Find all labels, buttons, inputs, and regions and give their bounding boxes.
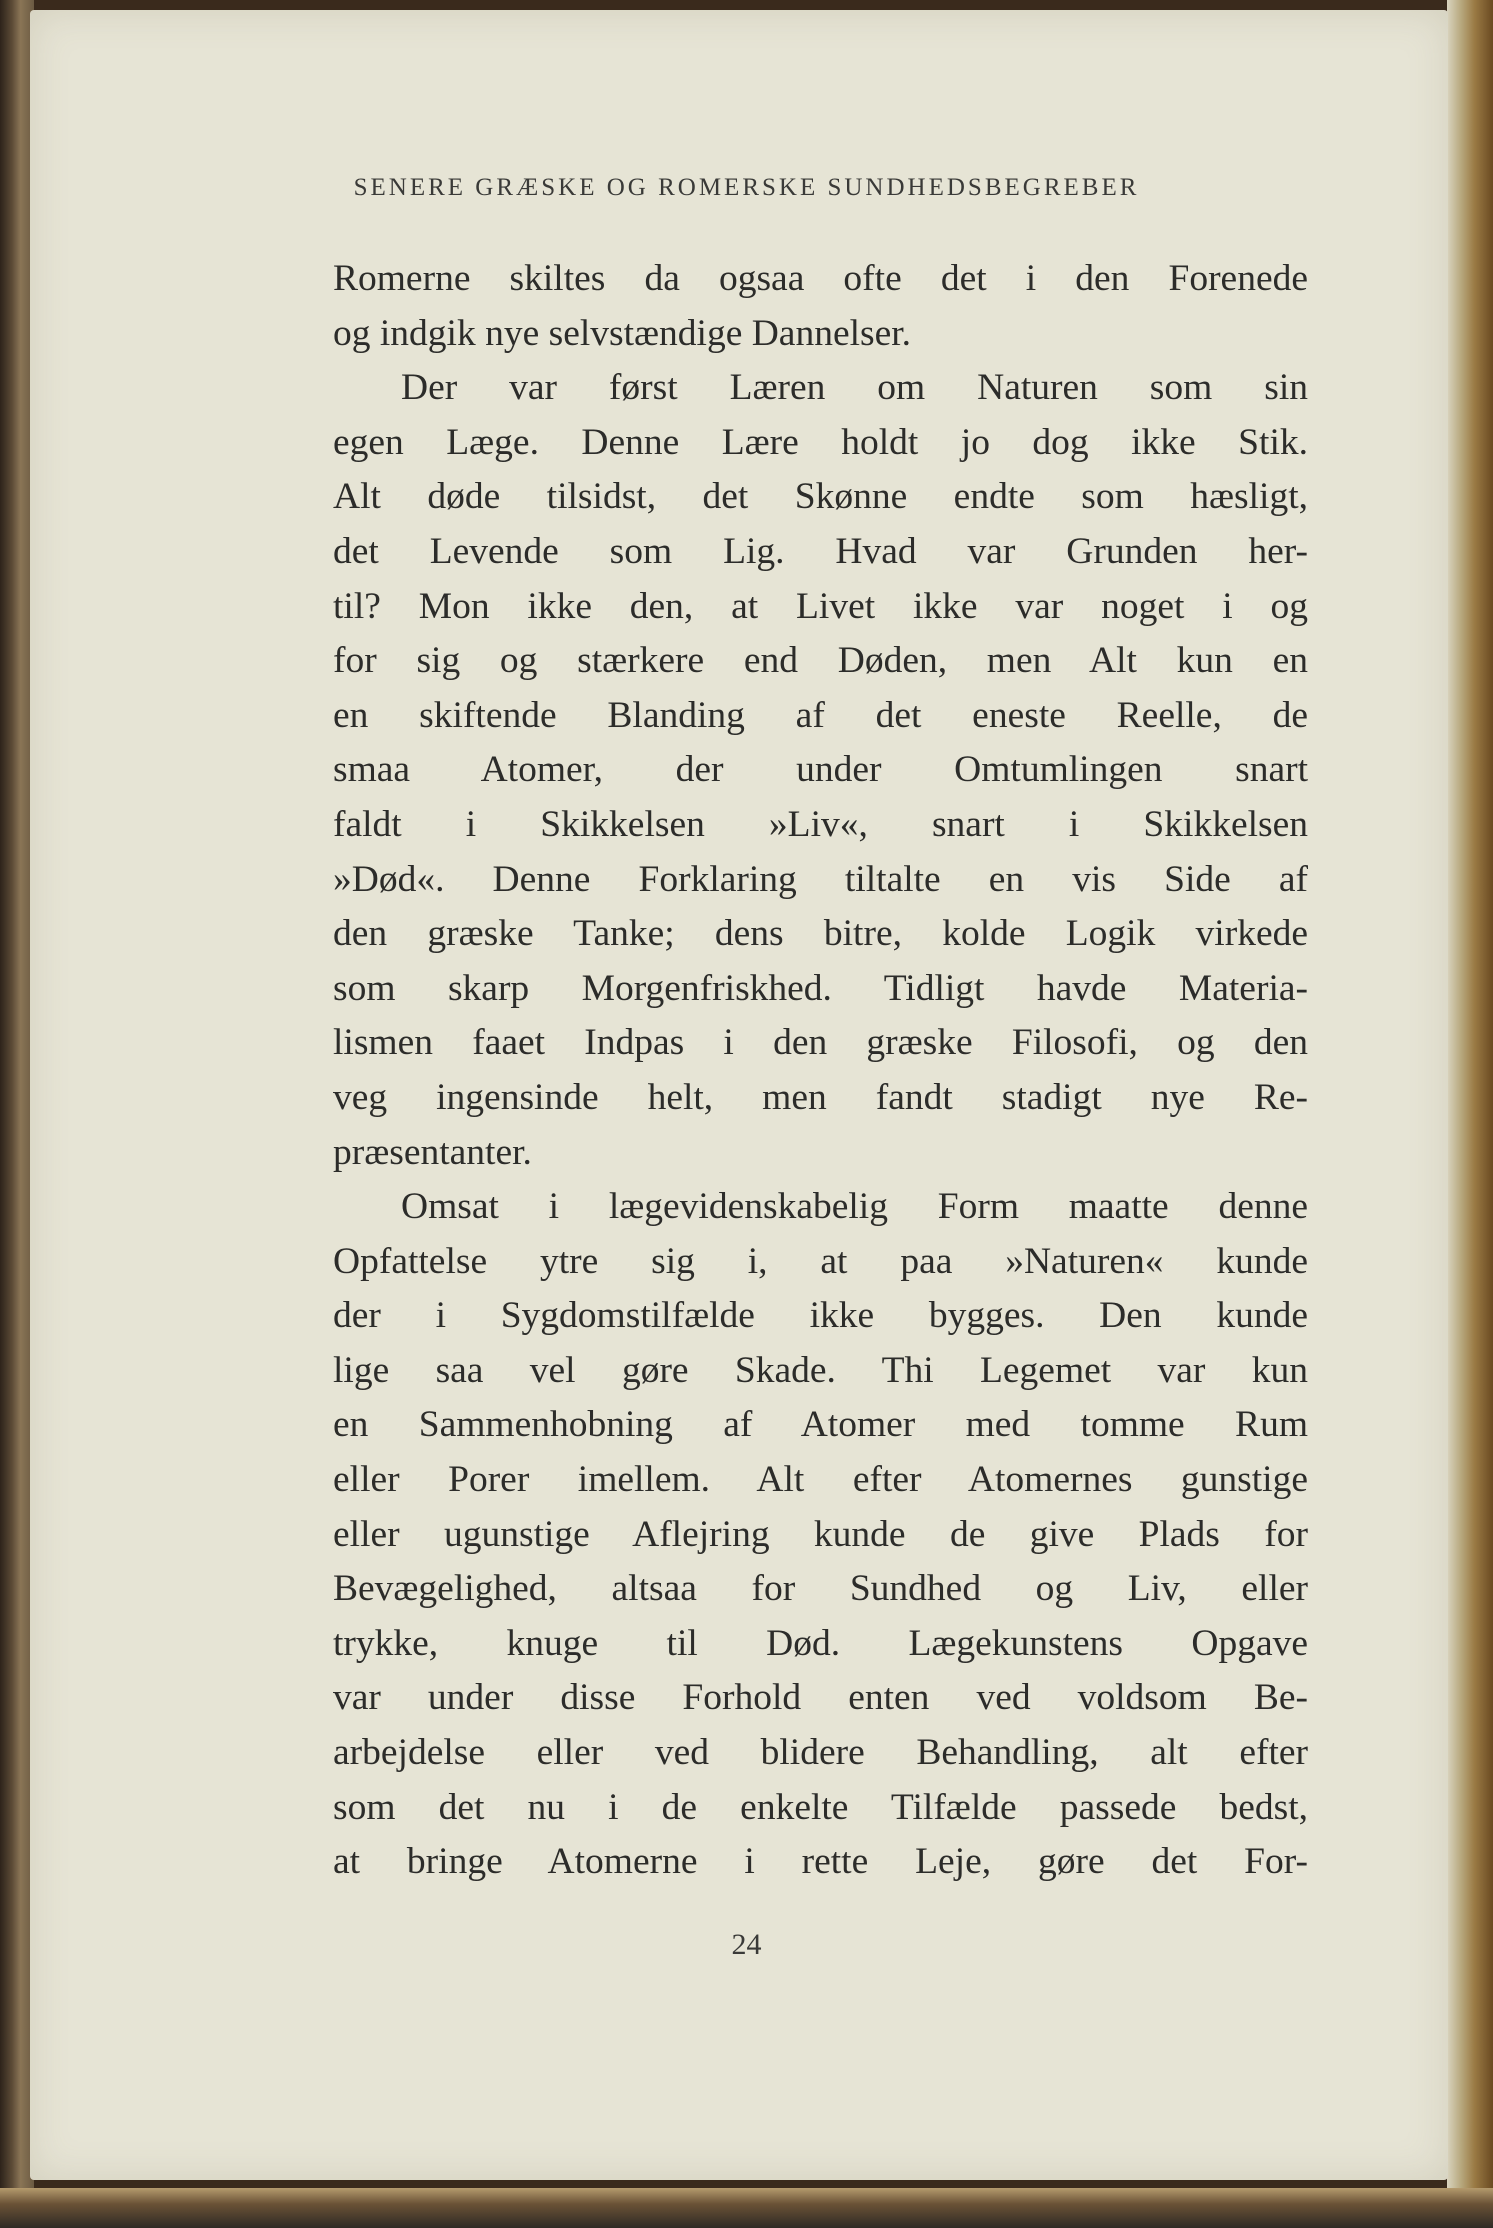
text-line: var under disse Forhold enten ved voldsom Be- [333,1677,1308,1719]
text-line: Romerne skiltes da ogsaa ofte det i den Forenede [333,258,1308,299]
page-body [333,252,1308,1890]
text-line: en Sammenhobning af Atomer med tomme Rum [333,1404,1308,1446]
text-line: smaa Atomer, der under Omtumlingen snart [333,749,1308,791]
text-line: der i Sygdomstilfælde ikke bygges. Den kunde [333,1295,1308,1337]
text-line: Omsat i lægevidenskabelig Form maatte denne [401,1186,1308,1228]
text-line: arbejdelse eller ved blidere Behandling, alt efter [333,1732,1308,1774]
text-line: trykke, knuge til Død. Lægekunstens Opgave [333,1622,1308,1664]
text-line: lismen faaet Indpas i den græske Filosofi, og den [333,1022,1308,1064]
running-header: SENERE GRÆSKE OG ROMERSKE SUNDHEDSBEGREBER [353,174,1140,201]
page-number: 24 [731,1928,762,1961]
text-line: til? Mon ikke den, at Livet ikke var noget i og [333,585,1308,627]
text-line: egen Læge. Denne Lære holdt jo dog ikke Stik. [333,421,1308,463]
text-line: en skiftende Blanding af det eneste Reelle, de [333,694,1308,736]
text-line: eller ugunstige Aflejring kunde de give Plads for [333,1513,1308,1555]
text-line: veg ingensinde helt, men fandt stadigt nye Re- [333,1076,1308,1118]
book-edge-right [1447,0,1493,2228]
text-line: eller Porer imellem. Alt efter Atomernes gunstige [333,1459,1308,1501]
text-line: Opfattelse ytre sig i, at paa »Naturen« kunde [333,1240,1308,1282]
text-line: »Død«. Denne Forklaring tiltalte en vis Side af [333,858,1308,900]
text-line: faldt i Skikkelsen »Liv«, snart i Skikkelsen [333,803,1308,845]
text-line: som skarp Morgenfriskhed. Tidligt havde Materia- [333,967,1308,1009]
text-line: lige saa vel gøre Skade. Thi Legemet var kun [333,1349,1308,1391]
text-line: som det nu i de enkelte Tilfælde passede bedst, [333,1786,1308,1828]
book-edge-bottom [0,2188,1493,2228]
text-line: Alt døde tilsidst, det Skønne endte som hæsligt, [333,476,1308,518]
text-line: Bevægelighed, altsaa for Sundhed og Liv, eller [333,1568,1308,1610]
text-line: at bringe Atomerne i rette Leje, gøre det For- [333,1841,1308,1883]
text-line: den græske Tanke; dens bitre, kolde Logik virkede [333,913,1308,955]
text-line: Der var først Læren om Naturen som sin [401,367,1308,409]
text-line: præsentanter. [333,1131,532,1173]
text-line: det Levende som Lig. Hvad var Grunden her- [333,530,1308,572]
book-binding-left [0,0,34,2228]
text-line: for sig og stærkere end Døden, men Alt kun en [333,640,1308,682]
text-line: og indgik nye selvstændige Dannelser. [333,312,912,354]
